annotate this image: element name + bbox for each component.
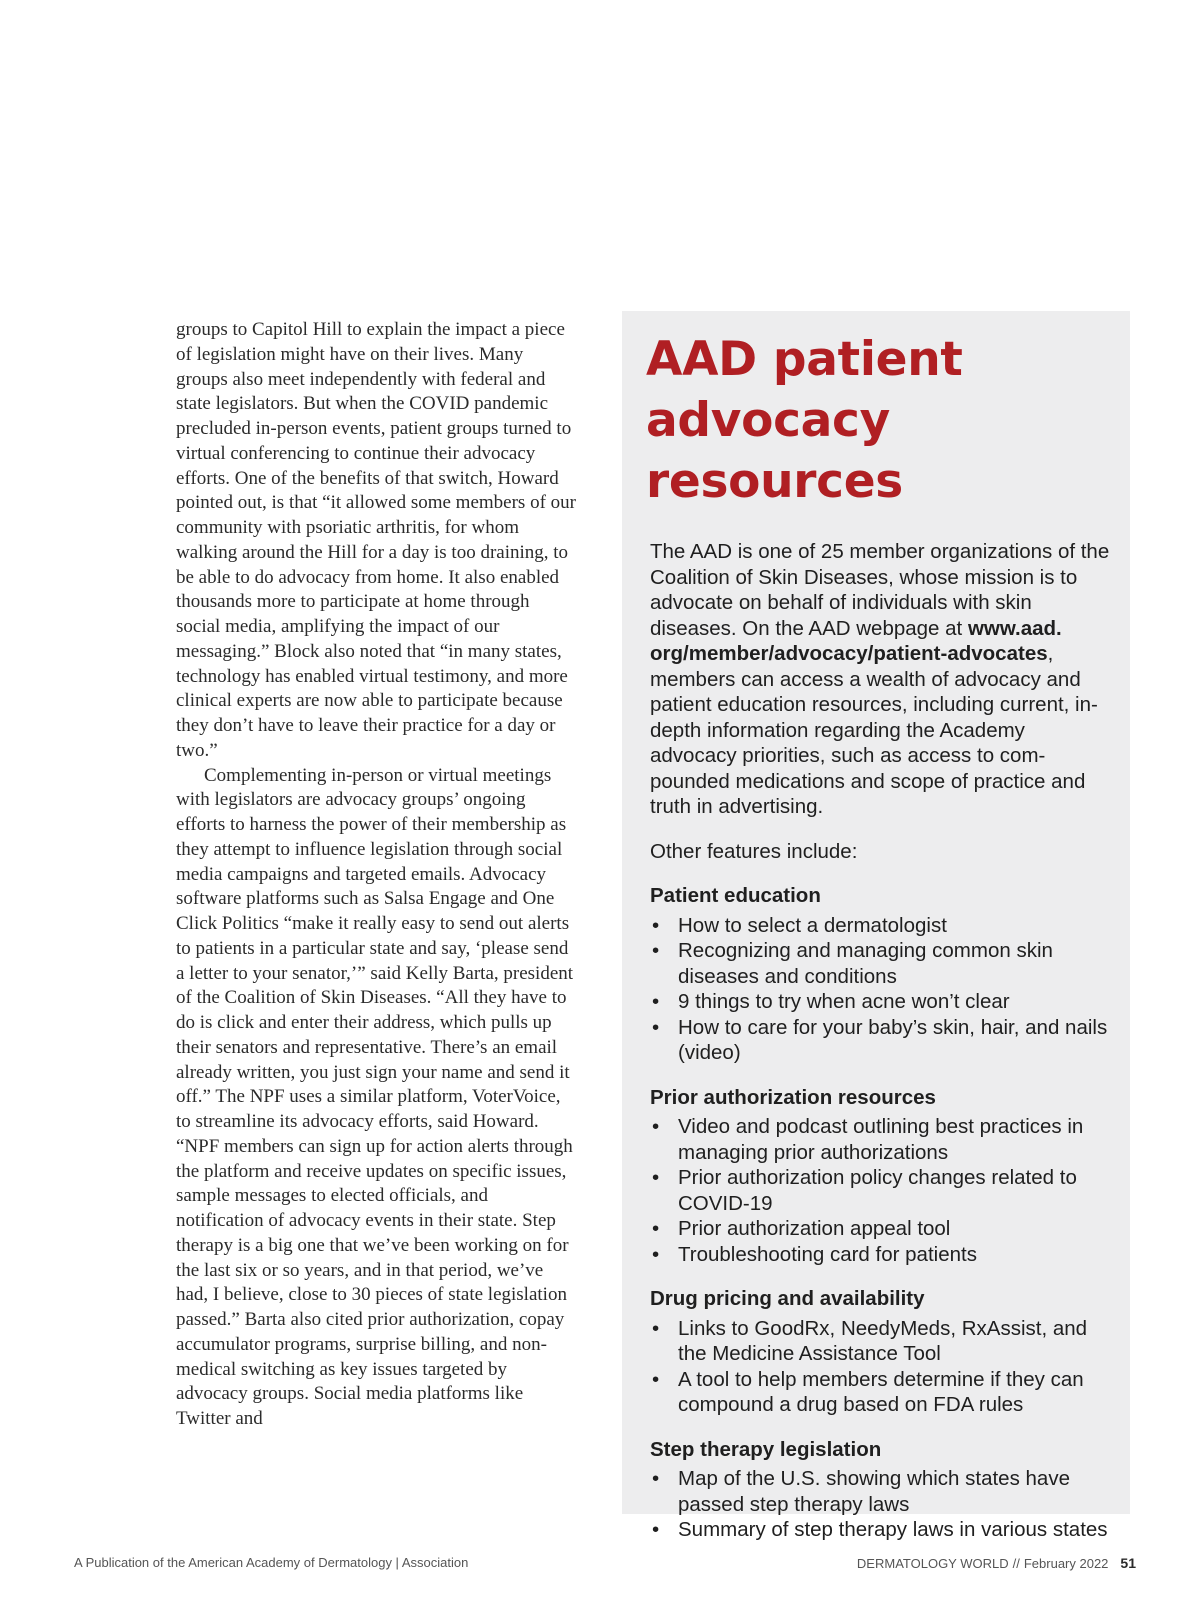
bullet-icon: •: [652, 990, 660, 1013]
section-heading: Prior authorization resources: [650, 1085, 936, 1109]
bullet-icon: •: [652, 1467, 660, 1490]
section-heading: Drug pricing and availability: [650, 1287, 925, 1310]
footer-separator: //: [1012, 1556, 1020, 1571]
intro-text: The AAD is one of 25 member organizations of the Coalition of Skin Diseases, whose mission is to advocate on behalf of individuals with skin diseases. On the AAD webpage at: [650, 540, 1110, 640]
section-patient-education: [650, 883, 1110, 1066]
list-item: • How to select a dermatologist: [652, 913, 947, 937]
footer-issue-info: [857, 1555, 1136, 1571]
advocacy-resources-sidebar: [622, 311, 1130, 1541]
sidebar-title-line: AAD patient: [646, 332, 963, 387]
issue-date: February 2022: [1023, 1556, 1109, 1571]
bullet-icon: •: [652, 1242, 660, 1266]
magazine-name: DERMATOLOGY WORLD: [856, 1556, 1009, 1571]
list-item: • Troubleshooting card for patients: [652, 1242, 977, 1266]
section-prior-authorization: [650, 1085, 1110, 1268]
list-item: • Prior authorization appeal tool: [652, 1217, 951, 1240]
footer-publisher: A Publication of the American Academy of Dermatology | Association: [74, 1555, 469, 1570]
section-heading: Step therapy legislation: [650, 1437, 882, 1461]
section-heading: Patient education: [650, 884, 821, 907]
bullet-icon: •: [652, 1015, 660, 1039]
list-item: • 9 things to try when acne won’t clear: [652, 990, 1010, 1013]
bullet-icon: •: [652, 913, 660, 937]
advocacy-url-link[interactable]: www.aad. org/member/advocacy/patient-advocates: [650, 616, 1062, 665]
bullet-icon: •: [652, 1115, 660, 1138]
bullet-icon: •: [652, 1217, 660, 1240]
bullet-icon: •: [652, 1166, 660, 1189]
intro-text: , members can access a wealth of advocacy and patient education resources, including current, in-depth information regarding the Academy advocacy priorities, such as access to compounded medications and scope of practice and truth in advertising.: [650, 642, 1098, 818]
list-item: • Map of the U.S. showing which states have passed step therapy laws: [652, 1467, 1070, 1516]
article-body: [176, 318, 576, 1432]
section-drug-pricing: [650, 1286, 1110, 1418]
bullet-icon: •: [652, 1316, 660, 1340]
sidebar-intro: [650, 539, 1110, 820]
other-features-label: Other features include:: [650, 839, 858, 863]
list-item: • How to care for your baby’s skin, hair, and nails (video): [652, 1015, 1108, 1064]
bullet-icon: •: [652, 1518, 660, 1541]
list-item: • Video and podcast outlining best practices in managing prior authorizations: [652, 1115, 1084, 1164]
page-number: 51: [1120, 1555, 1136, 1571]
article-paragraph: groups to Capitol Hill to explain the impact a piece of legislation might have on their lives. Many groups also meet independently with federal and state legislators. But when the COVID pandemic precluded in-person events, patient groups turned to virtual conferencing to continue their advocacy efforts. One of the benefits of that switch, Howard pointed out, is that “it allowed some members of our community with psoriatic arthritis, for whom walking around the Hill for a day is too draining, to be able to do advocacy from home. It also enabled thousands more to participate at home through social media, amplifying the impact of our messaging.” Block also noted that “in many states, technology has enabled virtual testimony, and more clinical experts are now able to participate because they don’t have to leave their practice for a day or two.”: [176, 319, 576, 761]
list-item: • Prior authorization policy changes related to COVID-19: [652, 1166, 1077, 1215]
article-paragraph: Complementing in-person or virtual meetings with legislators are advocacy groups’ ongoing efforts to harness the power of their membership as they attempt to influence legislation through social media campaigns and targeted emails. Advocacy software platforms such as Salsa Engage and One Click Politics “make it really easy to send out alerts to patients in a particular state and say, ‘please send a letter to your senator,’” said Kelly Barta, president of the Coalition of Skin Diseases. “All they have to do is click and enter their address, which pulls up their senators and representative. There’s an email already written, you just sign your name and send it off.” The NPF uses a similar platform, VoterVoice, to streamline its advocacy efforts, said Howard. “NPF members can sign up for action alerts through the platform and receive updates on specific issues, sample messages to elected officials, and notification of advocacy events in their state. Step therapy is a big one that we’ve been working on for the last six or so years, and in that period, we’ve had, I believe, close to 30 pieces of state legislation passed.” Barta also cited prior authorization, copay accumulator programs, surprise billing, and non-medical switching as key issues targeted by advocacy groups. Social media platforms like Twitter and: [176, 764, 574, 1429]
list-item: • Summary of step therapy laws in various states: [652, 1518, 1108, 1541]
list-item: • Links to GoodRx, NeedyMeds, RxAssist, and the Medicine Assistance Tool: [652, 1316, 1088, 1365]
list-item: • Recognizing and managing common skin diseases and conditions: [652, 939, 1053, 988]
sidebar-title-line: advocacy resources: [646, 393, 903, 509]
section-step-therapy: [650, 1437, 1110, 1543]
bullet-icon: •: [652, 1367, 660, 1391]
bullet-icon: •: [652, 939, 660, 962]
sidebar-title: [646, 329, 1110, 512]
list-item: • A tool to help members determine if they can compound a drug based on FDA rules: [652, 1367, 1084, 1416]
